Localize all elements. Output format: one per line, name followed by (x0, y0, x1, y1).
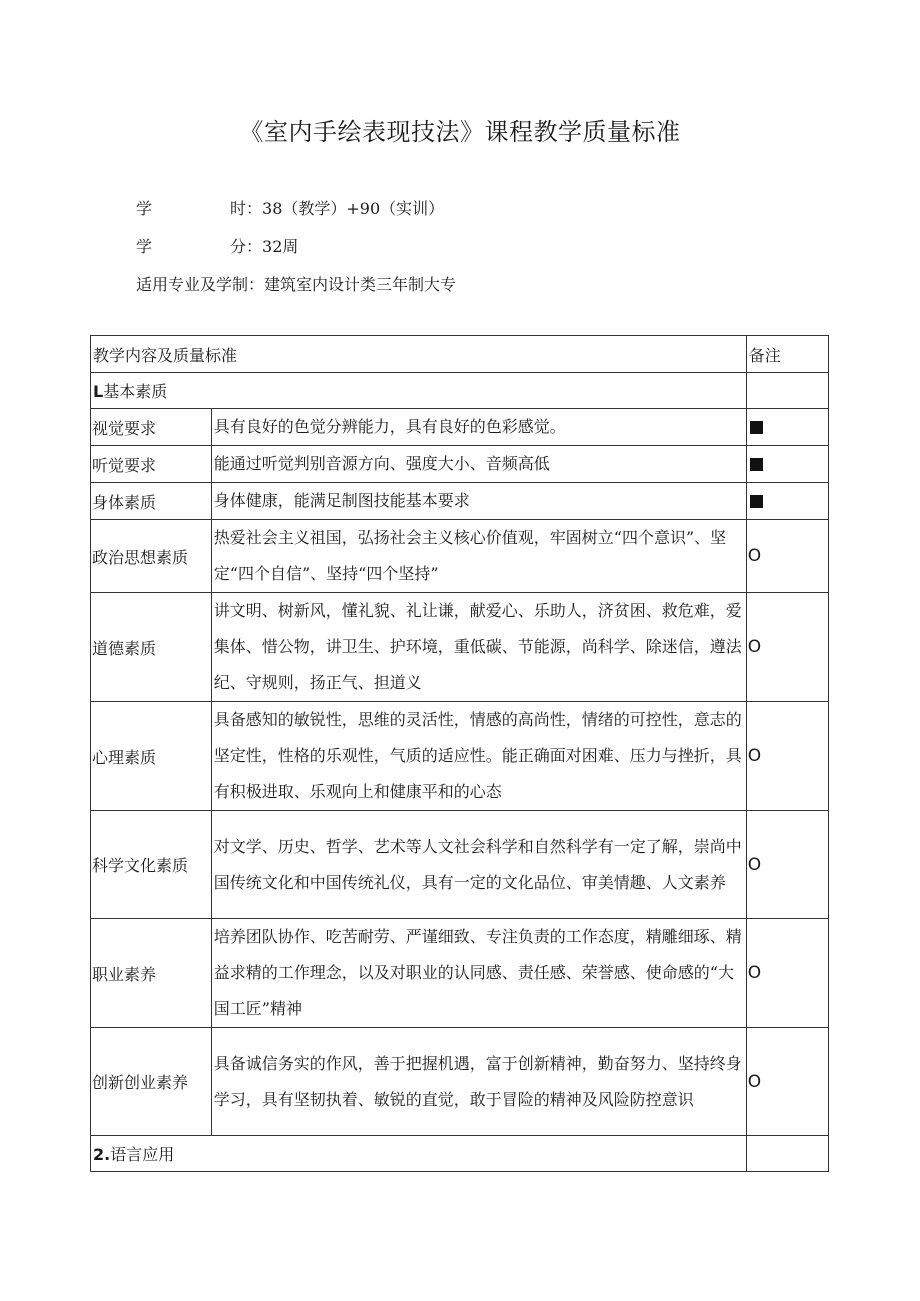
meta-major (136, 272, 456, 295)
row-desc: 热爱社会主义祖国，弘扬社会主义核心价值观，牢固树立“四个意识”、坚定“四个自信”、坚持“四个坚持” (211, 520, 746, 593)
row-mark (746, 446, 828, 483)
row-mark (746, 919, 828, 1028)
row-mark (746, 520, 828, 593)
row-name: 政治思想素质 (91, 520, 212, 593)
meta-major-key: 适用专业及学制： (136, 275, 265, 294)
circle-mark-icon: O (747, 963, 762, 983)
row-name: 道德素质 (91, 593, 212, 702)
section-2-title: 语言应用 (110, 1145, 175, 1164)
header-content: 教学内容及质量标准 (91, 336, 747, 373)
row-mark (746, 593, 828, 702)
section-2-note (746, 1136, 828, 1172)
row-desc: 具备诚信务实的作风，善于把握机遇，富于创新精神，勤奋努力、坚持终身学习，具有坚韧执着、敏锐的直觉，敢于冒险的精神及风险防控意识 (211, 1028, 746, 1136)
row-mark (746, 811, 828, 919)
section-1 (91, 373, 747, 409)
table-row (91, 483, 829, 520)
section-1-number: L (93, 382, 104, 401)
header-note: 备注 (746, 336, 828, 373)
meta-hours-sep: 时： (230, 199, 263, 218)
meta-credits-key: 学 (136, 237, 153, 256)
table-row (91, 593, 829, 702)
table-row (91, 702, 829, 811)
filled-square-icon (750, 495, 763, 508)
circle-mark-icon: O (747, 1071, 762, 1092)
row-mark (746, 1028, 828, 1136)
circle-mark-icon: O (747, 637, 762, 657)
row-name: 职业素养 (91, 919, 212, 1028)
section-row (91, 1136, 829, 1172)
table-row (91, 1028, 829, 1136)
table-header-row (91, 336, 829, 373)
row-name: 创新创业素养 (91, 1028, 212, 1136)
filled-square-icon (750, 421, 763, 434)
quality-standard-table (90, 335, 829, 1172)
table-row (91, 446, 829, 483)
circle-mark-icon: O (747, 854, 762, 875)
row-name: 听觉要求 (91, 446, 212, 483)
row-name: 心理素质 (91, 702, 212, 811)
circle-mark-icon: O (747, 746, 762, 766)
meta-credits-value: 32周 (262, 237, 299, 256)
section-1-title: 基本素质 (103, 382, 168, 401)
row-name: 身体素质 (91, 483, 212, 520)
row-mark (746, 483, 828, 520)
row-desc: 身体健康，能满足制图技能基本要求 (211, 483, 746, 520)
row-desc: 对文学、历史、哲学、艺术等人文社会科学和自然科学有一定了解，崇尚中国传统文化和中国传统礼仪，具有一定的文化品位、审美情趣、人文素养 (211, 811, 746, 919)
row-desc: 培养团队协作、吃苦耐劳、严谨细致、专注负责的工作态度，精雕细琢、精益求精的工作理念，以及对职业的认同感、责任感、荣誉感、使命感的“大国工匠”精神 (211, 919, 746, 1028)
meta-hours-key: 学 (136, 199, 153, 218)
row-mark (746, 409, 828, 446)
meta-credits-sep: 分： (230, 237, 263, 256)
table-row (91, 409, 829, 446)
row-name: 科学文化素质 (91, 811, 212, 919)
meta-credits (136, 234, 298, 257)
filled-square-icon (750, 458, 763, 471)
row-mark (746, 702, 828, 811)
row-desc: 具备感知的敏锐性，思维的灵活性，情感的高尚性，情绪的可控性，意志的坚定性，性格的乐观性，气质的适应性。能正确面对困难、压力与挫折，具有积极进取、乐观向上和健康平和的心态 (211, 702, 746, 811)
row-desc: 讲文明、树新风，懂礼貌、礼让谦，献爱心、乐助人，济贫困、救危难，爱集体、惜公物，讲卫生、护环境，重低碳、节能源，尚科学、除迷信，遵法纪、守规则，扬正气、担道义 (211, 593, 746, 702)
row-desc: 具有良好的色觉分辨能力，具有良好的色彩感觉。 (211, 409, 746, 446)
row-desc: 能通过听觉判别音源方向、强度大小、音频高低 (211, 446, 746, 483)
table-row (91, 520, 829, 593)
section-1-note (746, 373, 828, 409)
table-row (91, 811, 829, 919)
document-title: 《室内手绘表现技法》课程教学质量标准 (239, 118, 681, 146)
section-2 (91, 1136, 747, 1172)
circle-mark-icon: O (747, 546, 762, 566)
row-name: 视觉要求 (91, 409, 212, 446)
meta-hours (136, 196, 444, 219)
section-2-number: 2. (93, 1145, 111, 1164)
meta-hours-value: 38（教学）+90（实训） (262, 199, 445, 218)
meta-major-value: 建筑室内设计类三年制大专 (264, 275, 457, 294)
section-row (91, 373, 829, 409)
table-row (91, 919, 829, 1028)
